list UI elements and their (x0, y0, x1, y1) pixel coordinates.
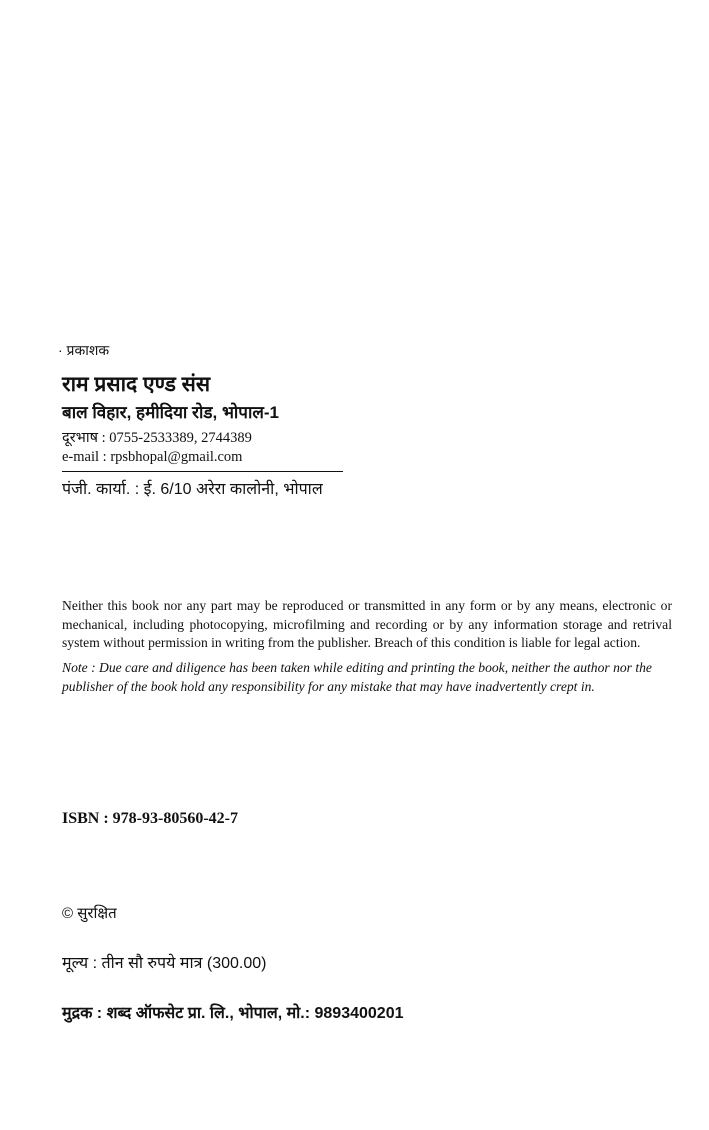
publisher-email: e-mail : rpsbhopal@gmail.com (62, 449, 243, 465)
printer: मुद्रक : शब्द ऑफसेट प्रा. लि., भोपाल, मो.: 9893400201 (62, 1005, 404, 1022)
divider (62, 471, 343, 472)
publisher-name: राम प्रसाद एण्ड संस (62, 373, 211, 396)
publisher-address: बाल विहार, हमीदिया रोड, भोपाल-1 (62, 403, 280, 422)
registered-office: पंजी. कार्या. : ई. 6/10 अरेरा कालोनी, भोपाल (62, 481, 323, 498)
isbn: ISBN : 978-93-80560-42-7 (62, 810, 238, 827)
copyright-notice: Neither this book nor any part may be reproduced or transmitted in any form or by any means, electronic or mechanical, including photocopying, microfilming and recording or by any information storage and retrival system without permission in writing from the publisher. Breach of this condition is liable for legal action. (62, 598, 672, 650)
price: मूल्य : तीन सौ रुपये मात्र (300.00) (62, 955, 267, 972)
rights-reserved: © सुरक्षित (62, 905, 117, 922)
publisher-label: · प्रकाशक (58, 342, 110, 358)
disclaimer-note: Note : Due care and diligence has been taken while editing and printing the book, neither the author nor the publisher of the book hold any responsibility for any mistake that may have inadvertently crept in. (62, 660, 652, 694)
publisher-phone: दूरभाष : 0755-2533389, 2744389 (62, 430, 252, 446)
